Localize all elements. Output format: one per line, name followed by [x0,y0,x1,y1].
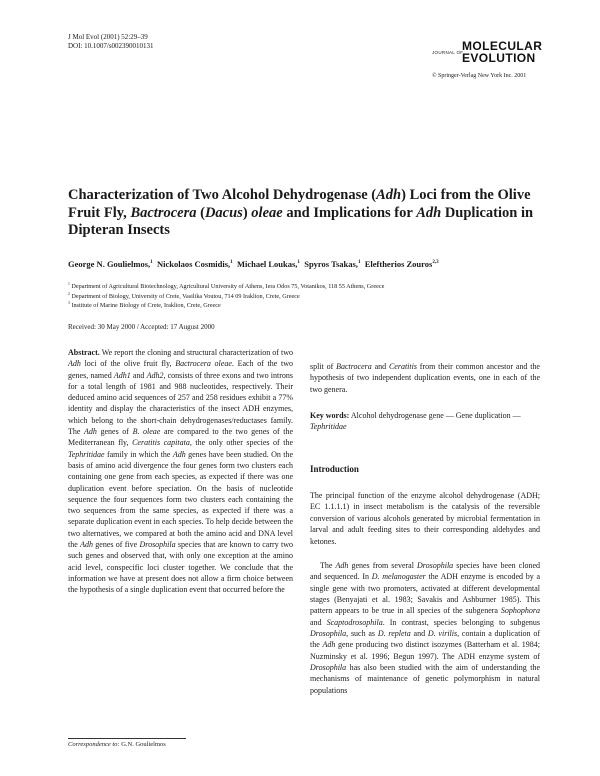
author-name: Eleftherios Zouros [364,259,433,269]
author-name: George N. Goulielmos, [68,259,151,269]
received-accepted-dates: Received: 30 May 2000 / Accepted: 17 August 2000 [68,323,215,331]
affiliation: $^1$ Department of Agricultural Biotechnology, Agricultural University of Athens, Iera Odos 75, Votanikos, 118 55 Athens, Greece [68,281,385,290]
intro-paragraph: The Adh genes from several Drosophila species have been cloned and sequenced. In D. melanogaster the ADH enzyme is encoded by a single gene with two promoters, activated at different developmental stages (Benyajati et al. 1983; Savakis and Ashburner 1985). This pattern appears to be true in all species of the subgenera Sophophora and Scaptodrosophila. In contrast, species belonging to subgenus Drosophila, such as D. repleta and D. virilis, contain a duplication of the Adh gene producing two distinct isozymes (Batterham et al. 1984; Nuzminsky et al. 1996; Begun 1997). The ADH enzyme system of Drosophila has also been studied with the aim of understanding the mechanisms of maintenance of genetic polymorphism in natural populations [310,561,541,695]
journal-reference [68,33,154,51]
author-name: Michael Loukas, [236,259,298,269]
logo-word-molecular: MOLECULAR [462,39,543,53]
logo-prefix: JOURNAL OF [432,50,464,55]
author-name: Nickolaos Cosmidis, [156,259,231,269]
intro-paragraph: The principal function of the enzyme alcohol dehydrogenase (ADH; EC 1.1.1.1) in insect metabolism is the catalysis of the reversible conversion of various alcohols generated by microbial fermentation in larval and adult feeding sites to their corresponding aldehydes and ketones. [310,491,540,546]
journal-citation: J Mol Evol (2001) 52:29–39 [68,33,148,41]
affiliation: $^3$ Institute of Marine Biology of Crete, Iraklion, Crete, Greece [68,300,221,309]
correspondence-footnote: Correspondence to: G.N. Goulielmos [68,741,166,748]
journal-logo [432,40,542,68]
author-name: Spyros Tsakas, [304,259,358,269]
keywords-label: Key words: [310,411,350,420]
author-list: George N. Goulielmos,$^1$ Nickolaos Cosmidis,$^1$ Michael Loukas,$^1$ Spyros Tsakas,$^1$ Eleftherios Zouros$^{2,3}$ [68,259,439,269]
journal-doi: DOI: 10.1007/s002390010131 [68,42,154,50]
affiliations [68,282,384,311]
footnote-divider [68,738,186,739]
keywords: Key words: Alcohol dehydrogenase gene — Gene duplication — Tephritidae [310,411,521,432]
abstract-continued: split of Bactrocera and Ceratitis from their common ancestor and the hypothesis of two independent duplication events, one in each of the two genera. [310,362,540,394]
abstract: Abstract. We report the cloning and structural characterization of two Adh loci of the olive fruit fly, Bactrocera oleae. Each of the two genes, named Adh1 and Adh2, consists of three exons and two introns for a total length of 1981 and 988 nucleotides, respectively. Their deduced amino acid sequences of 257 and 258 residues exhibit a 77% identity and display the characteristics of the insect ADH enzymes, which belong to the short-chain dehydrogenases/reductases family. The Adh genes of B. oleae are compared to the two genes of the Mediterranean fly, Ceratitis capitata, the only other species of the Tephritidae family in which the Adh genes have been studied. On the basis of amino acid divergence the four genes form two clusters each containing one gene from each species, as expected if there was one duplication event before speciation. On the basis of nucleotide sequence the four sequences form two clusters each containing the two sequences from the same species, as expected if there was a separate duplication event in each species. To help decide between the two alternatives, we compared at both the amino acid and DNA level the Adh genes of five Drosophila species that are known to carry two such genes and observed that, with only one exception at the amino acid level, conspecific loci cluster together. We conclude that the information we have at present does not allow a firm choice between the hypothesis of a single duplication event that occurred before the [68,348,294,595]
article-title: Characterization of Two Alcohol Dehydrogenase (Adh) Loci from the Olive Fruit Fly, Bactrocera (Dacus) oleae and Implications for Adh Duplication in Dipteran Insects [68,187,534,238]
affiliation: $^2$ Department of Biology, University of Crete, Vasilika Voutou, 714 09 Iraklion, Crete, Greece [68,291,300,300]
abstract-label: Abstract. [68,348,100,357]
logo-word-evolution: EVOLUTION [462,51,536,65]
copyright-notice: © Springer-Verlag New York Inc. 2001 [432,73,527,79]
section-heading-introduction: Introduction [310,464,359,474]
